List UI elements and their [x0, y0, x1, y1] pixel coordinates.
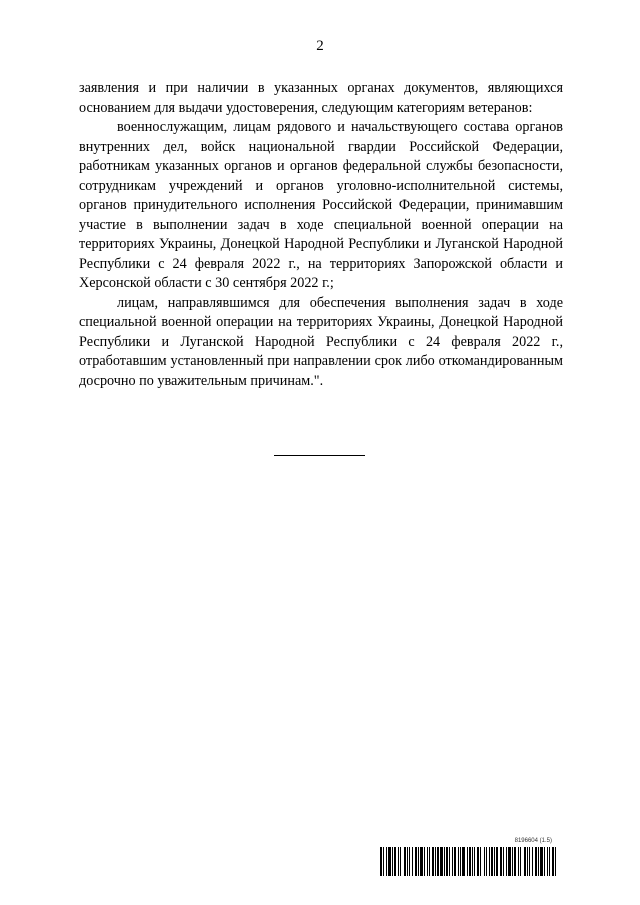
- paragraph-seconded-persons: лицам, направлявшимся для обеспечения выполнения задач в ходе специальной военной операции на территориях Украины, Донецкой Народной Республики и Луганской Народной Республики с 24 февраля 2022 г., отработавшим установленный при направлении срок либо откомандированным досрочно по уважительным причинам.".: [79, 294, 563, 389]
- document-code: 8196604 (1.5): [514, 838, 552, 844]
- paragraph-military-personnel: военнослужащим, лицам рядового и начальствующего состава органов внутренних дел, войск национальной гвардии Российской Федерации, работникам указанных органов и органов федеральной службы безопасности, сотрудникам учреждений и органов уголовно-исполнительной системы, органов принудительного исполнения Российской Федерации, принимавшим участие в выполнении задач в ходе специальной военной операции на территориях Украины, Донецкой Народной Республики и Луганской Народной Республики с 24 февраля 2022 г., на территориях Запорожской области и Херсонской области с 30 сентября 2022 г.;: [79, 119, 563, 291]
- paragraph-continuation: заявления и при наличии в указанных органах документов, являющихся основанием для выдачи удостоверения, следующим категориям ветеранов:: [79, 80, 563, 116]
- page-number: 2: [316, 38, 324, 54]
- barcode-icon: [380, 847, 556, 876]
- document-body: [79, 79, 563, 391]
- separator-line: [274, 455, 365, 456]
